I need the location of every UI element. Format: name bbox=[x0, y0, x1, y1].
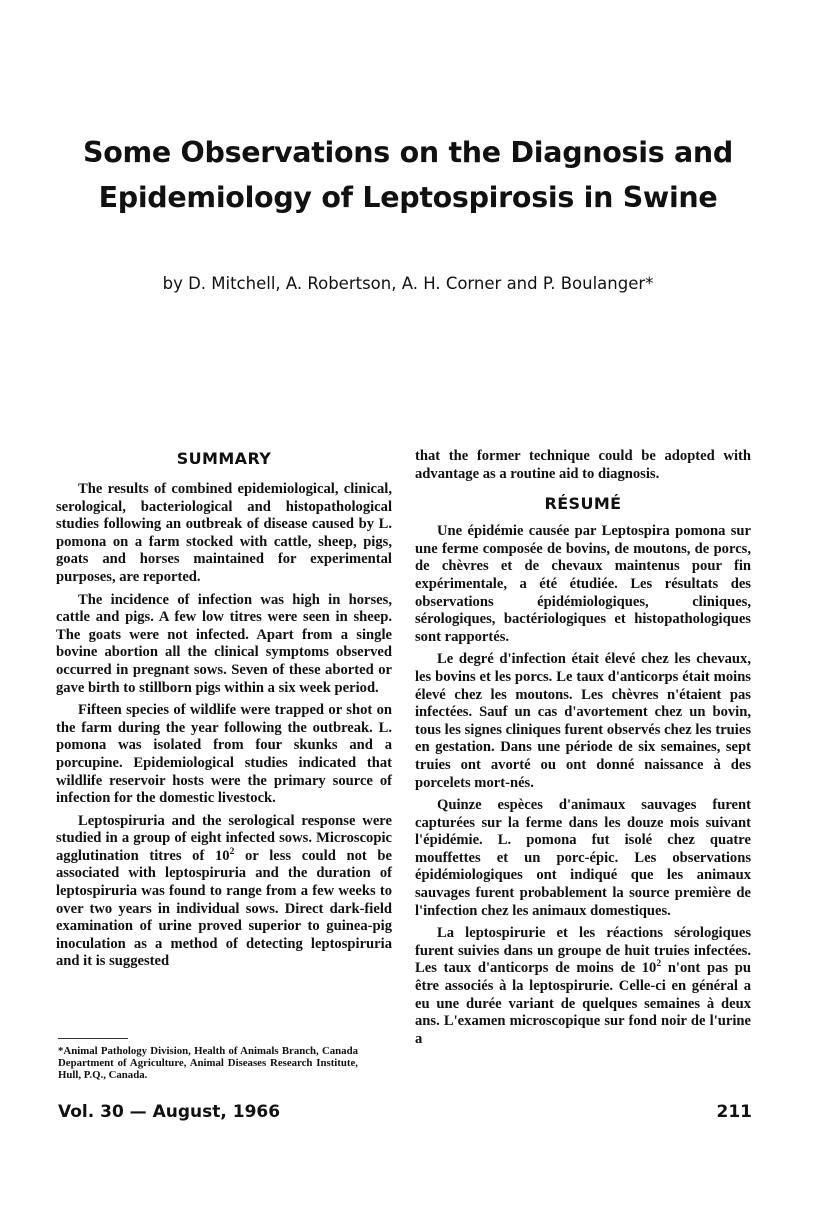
resume-heading: RÉSUMÉ bbox=[544, 494, 622, 514]
summary-heading: SUMMARY bbox=[176, 449, 272, 468]
author-affiliation-footnote: *Animal Pathology Division, Health of Animals Branch, Canada Department of Agriculture, Animal Diseases Research Institute, Hull, P.Q., Canada. bbox=[58, 1045, 358, 1082]
summary-paragraph-3: Fifteen species of wildlife were trapped or shot on the farm during the year following the outbreak. L. pomona was isolated from four skunks and a porcupine. Epidemiological studies indicated that wildlife reservoir hosts were the primary source of infection for the domestic livestock. bbox=[56, 702, 392, 807]
article-title bbox=[70, 130, 746, 220]
resume-paragraph-2: Le degré d'infection était élevé chez les chevaux, les bovins et les porcs. Le taux d'anticorps était moins élevé chez les moutons. Les chèvres n'étaient pas infectées. Sauf un cas d'avortement chez un bovin, tous les signes cliniques furent observés chez les truies en gestation. Dans une période de six semaines, sept truies ont avorté ou ont donné naissance à des porcelets mort-nés. bbox=[415, 651, 751, 791]
resume-paragraph-1: Une épidémie causée par Leptospira pomona sur une ferme composée de bovins, de moutons, de porcs, de chèvres et de chevaux maintenus pour fin expérimentale, a été étudiée. Les résultats des observations épidémiologiques, cliniques, sérologiques, bactériologiques et histopathologiques sont rapportés. bbox=[415, 523, 751, 645]
resume-paragraph-4 bbox=[415, 925, 751, 1048]
summary-paragraph-4 bbox=[56, 813, 392, 971]
summary-paragraph-1: The results of combined epidemiological, clinical, serological, bacteriological and histopathological studies following an outbreak of disease caused by L. pomona on a farm stocked with cattle, sheep, pigs, goats and horses maintained for experimental purposes, are reported. bbox=[56, 481, 392, 585]
summary-p4-text-b: or less could not be associated with leptospiruria and the duration of leptospiruria was found to range from a few weeks to over two years in individual sows. Direct dark-field examination of urine proved superior to guinea-pig inoculation as a method of detecting leptospiruria and it is suggested bbox=[56, 847, 392, 970]
page-number: 211 bbox=[716, 1102, 752, 1122]
resume-p4-text-a: La leptospirurie et les réactions sérologiques furent suivies dans un groupe de huit truies infectées. Les taux d'anticorps de moins de 10 bbox=[415, 925, 751, 977]
footnote-rule bbox=[58, 1038, 128, 1039]
resume-p4-exponent: 2 bbox=[656, 959, 662, 970]
summary-p4-exponent: 2 bbox=[229, 847, 235, 858]
left-column bbox=[56, 448, 392, 976]
author-byline: by D. Mitchell, A. Robertson, A. H. Corner and P. Boulanger* bbox=[162, 274, 654, 293]
summary-paragraph-2: The incidence of infection was high in horses, cattle and pigs. A few low titres were seen in sheep. The goats were not infected. Apart from a single bovine abortion all the clinical symptoms observed occurred in pregnant sows. Seven of these aborted or gave birth to stillborn pigs within a six week period. bbox=[56, 591, 392, 696]
article-title-line-1: Some Observations on the Diagnosis and bbox=[82, 136, 733, 169]
resume-p4-text-b: n'ont pas pu être associés à la leptospirurie. Celle-ci en général a eu une durée variant de quelques semaines à deux ans. L'examen microscopique sur fond noir de l'urine a bbox=[415, 960, 752, 1047]
summary-p4-text-a: Leptospiruria and the serological response were studied in a group of eight infected sows. Microscopic agglutination titres of 10 bbox=[56, 812, 392, 864]
right-column bbox=[415, 448, 751, 1053]
resume-paragraph-3: Quinze espèces d'animaux sauvages furent capturées sur la ferme dans les douze mois suivant l'épidémie. L. pomona fut isolé chez quatre mouffettes et un porc-épic. Les observations épidémiologiques ont indiqué que les animaux sauvages furent probablement la source première de l'infection chez les animaux domestiques. bbox=[415, 797, 751, 919]
volume-date-footer: Vol. 30 — August, 1966 bbox=[58, 1102, 281, 1122]
summary-paragraph-4-continued: that the former technique could be adopted with advantage as a routine aid to diagnosis. bbox=[415, 448, 751, 482]
article-title-line-2: Epidemiology of Leptospirosis in Swine bbox=[98, 181, 718, 214]
